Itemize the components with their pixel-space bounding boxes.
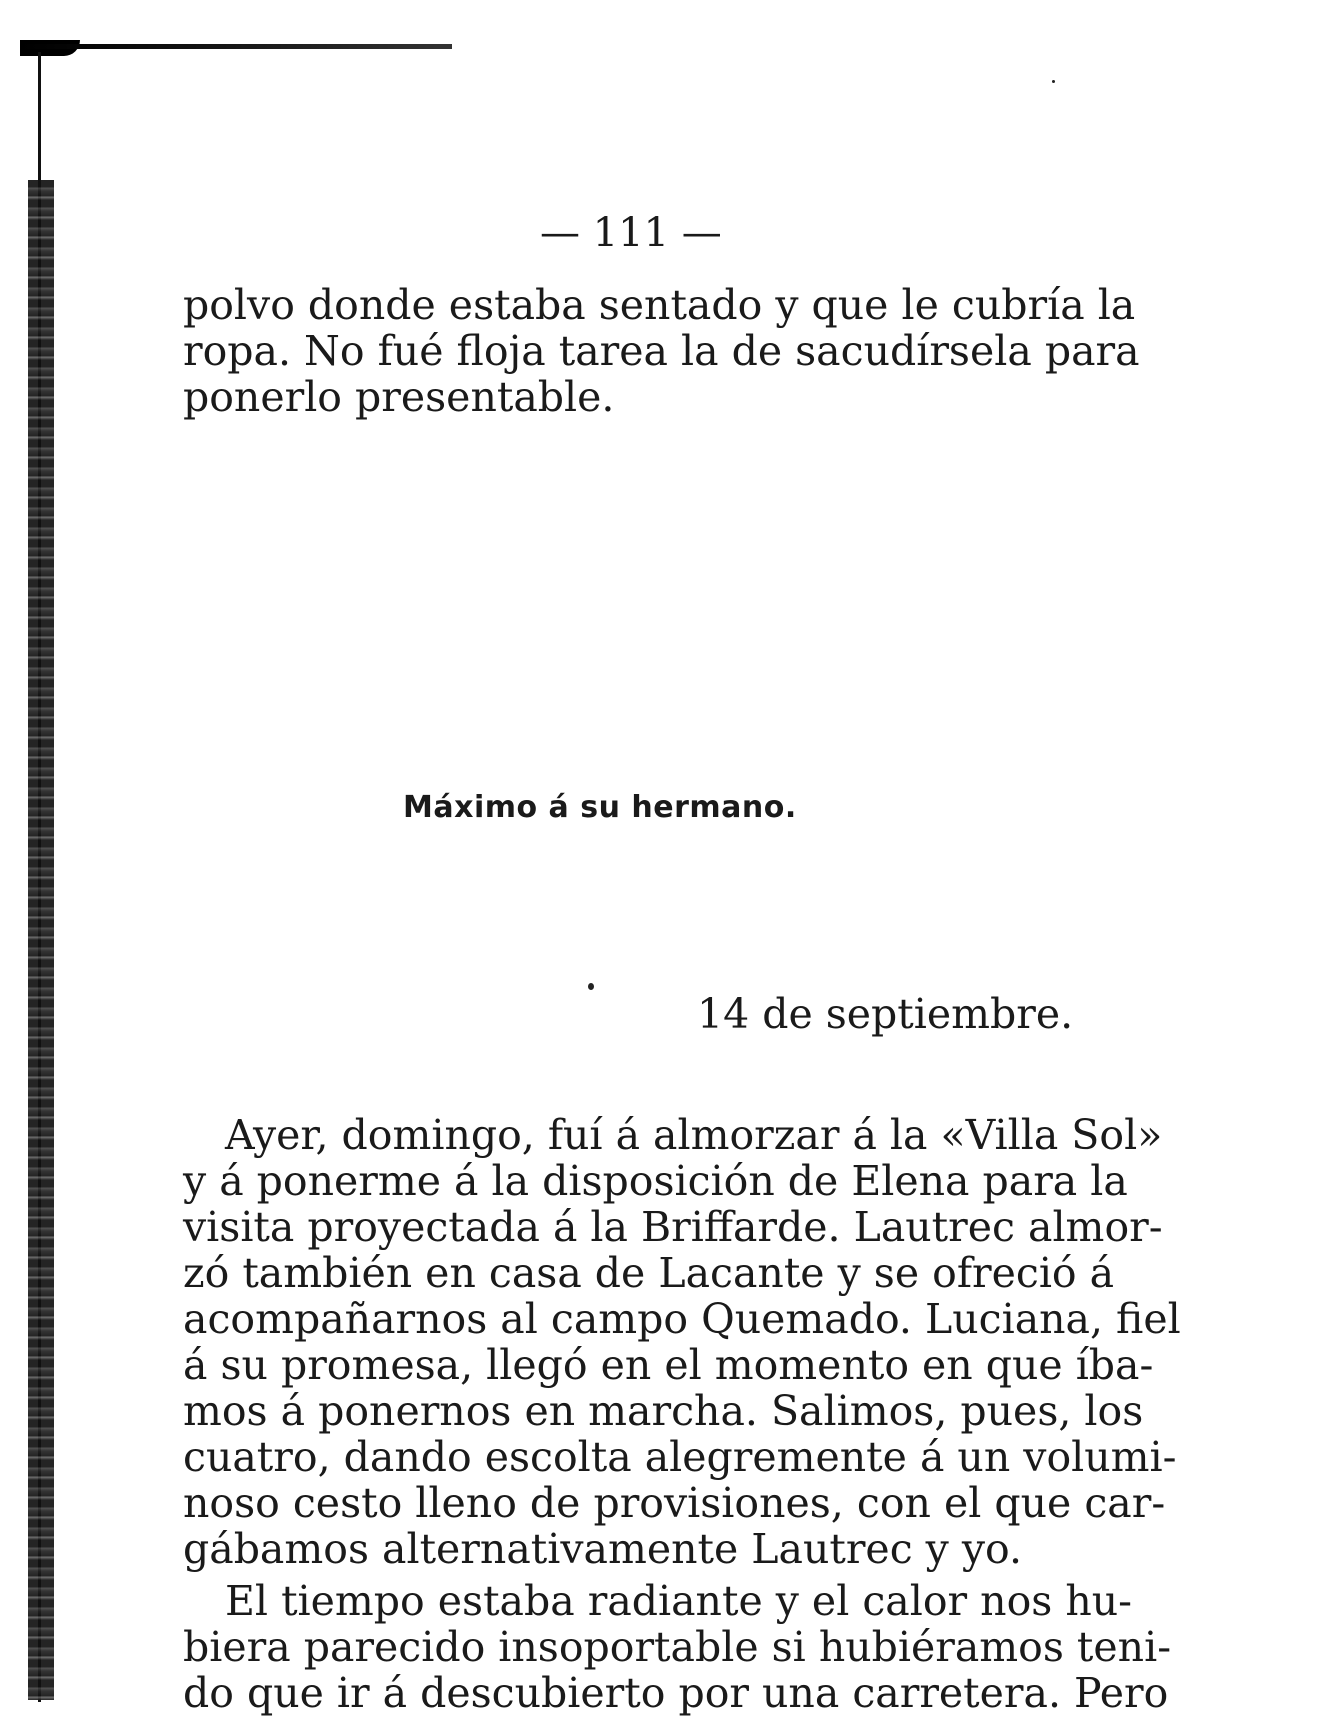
text-line: ponerlo presentable. — [183, 373, 615, 421]
page-number: — 111 — — [540, 210, 722, 256]
text-line: biera parecido insoportable si hubiéramos teni- — [183, 1623, 1172, 1671]
scan-spine-shadow — [28, 180, 54, 1700]
text-line: acompañarnos al campo Quemado. Luciana, fiel — [183, 1295, 1181, 1343]
continuation-paragraph — [183, 281, 1140, 421]
ink-speck — [1052, 80, 1055, 83]
text-line: mos á ponernos en marcha. Salimos, pues, los — [183, 1387, 1144, 1435]
text-line: cuatro, dando escolta alegremente á un volumi- — [183, 1433, 1177, 1481]
letter-date: 14 de septiembre. — [697, 990, 1074, 1038]
text-line: zó también en casa de Lacante y se ofreció á — [183, 1249, 1115, 1297]
letter-heading: Máximo á su hermano. — [403, 790, 797, 825]
letter-paragraph-1 — [183, 1111, 1181, 1573]
text-line: Ayer, domingo, fuí á almorzar á la «Villa Sol» — [225, 1111, 1163, 1159]
text-line: polvo donde estaba sentado y que le cubría la — [183, 281, 1136, 329]
ink-speck — [588, 983, 594, 990]
text-line: gábamos alternativamente Lautrec y yo. — [183, 1525, 1023, 1573]
text-line: á su promesa, llegó en el momento en que íba- — [183, 1341, 1154, 1389]
letter-paragraph-2 — [183, 1577, 1172, 1717]
text-line: ropa. No fué floja tarea la de sacudírsela para — [183, 327, 1140, 375]
text-line: y á ponerme á la disposición de Elena para la — [183, 1157, 1128, 1205]
text-line: El tiempo estaba radiante y el calor nos hu- — [225, 1577, 1133, 1625]
text-line: visita proyectada á la Briffarde. Lautrec almor- — [183, 1203, 1163, 1251]
text-line: do que ir á descubierto por una carretera. Pero — [183, 1669, 1169, 1717]
text-line: noso cesto lleno de provisiones, con el que car- — [183, 1479, 1166, 1527]
scan-top-rule — [20, 44, 452, 49]
